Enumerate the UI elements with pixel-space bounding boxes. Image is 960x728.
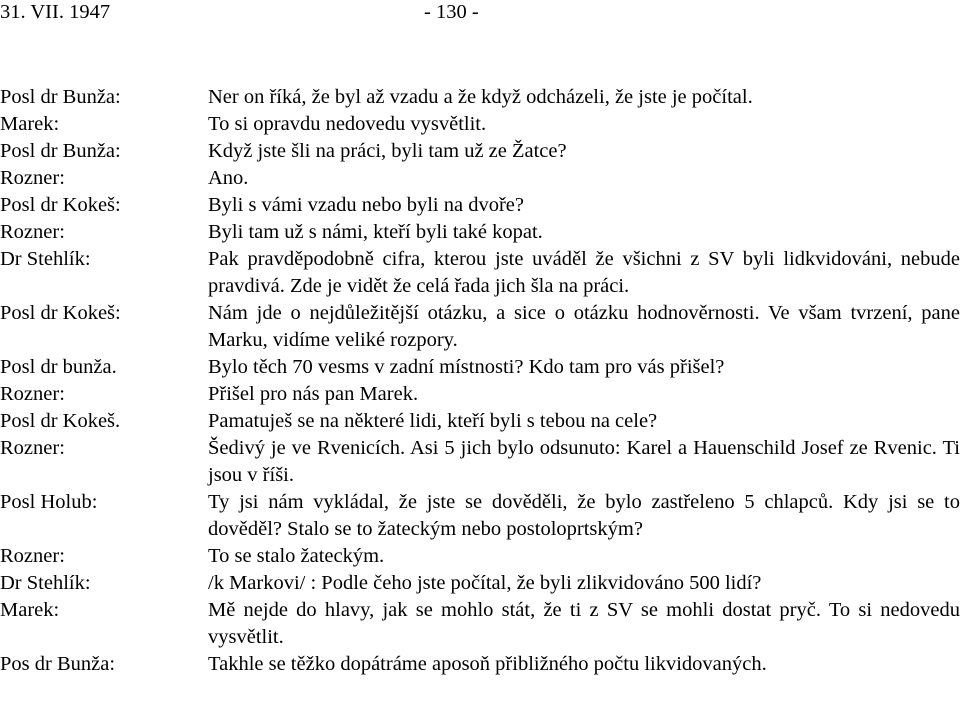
transcript-entry — [0, 570, 960, 597]
page-header — [0, 0, 960, 24]
speaker-name: Posl dr Kokeš: — [0, 194, 121, 216]
transcript-entry — [0, 435, 960, 489]
transcript-entry — [0, 165, 960, 192]
speaker-name: Rozner: — [0, 545, 65, 567]
transcript-entry — [0, 597, 960, 651]
transcript-entry — [0, 246, 960, 300]
utterance-text: Ano. — [208, 167, 249, 189]
transcript-entry — [0, 354, 960, 381]
transcript-entry — [0, 651, 960, 678]
speaker-name: Posl dr bunža. — [0, 356, 117, 378]
speaker-name: Rozner: — [0, 221, 65, 243]
utterance-text: Když jste šli na práci, byli tam už ze Žatce? — [208, 140, 567, 162]
speaker-name: Posl dr Bunža: — [0, 86, 121, 108]
speaker-name: Dr Stehlík: — [0, 248, 91, 270]
transcript-entry — [0, 300, 960, 354]
utterance-text: Takhle se těžko dopátráme aposoň přibližného počtu likvidovaných. — [208, 653, 767, 675]
transcript-entry — [0, 138, 960, 165]
speaker-name: Rozner: — [0, 167, 65, 189]
utterance-text: Ty jsi nám vykládal, že jste se dověděli, že bylo zastřeleno 5 chlapců. Kdy jsi se to dověděl? Stalo se to žateckým nebo postoloprtským? — [208, 491, 960, 540]
utterance-text: Šedivý je ve Rvenicích. Asi 5 jich bylo odsunuto: Karel a Hauenschild Josef ze Rvenic. Ti jsou v říši. — [208, 437, 960, 486]
transcript-entry — [0, 219, 960, 246]
speaker-name: Marek: — [0, 113, 60, 135]
utterance-text: Pak pravděpodobně cifra, kterou jste uváděl že všichni z SV byli lidkvidováni, nebude pravdivá. Zde je vidět že celá řada jich šla na práci. — [208, 248, 960, 297]
utterance-text: Ner on říká, že byl až vzadu a že když odcházeli, že jste je počítal. — [208, 86, 753, 108]
speaker-name: Posl dr Bunža: — [0, 140, 121, 162]
transcript-entry — [0, 543, 960, 570]
transcript-entry — [0, 489, 960, 543]
transcript — [0, 84, 960, 678]
speaker-name: Dr Stehlík: — [0, 572, 91, 594]
utterance-text: Byli tam už s námi, kteří byli také kopat. — [208, 221, 543, 243]
speaker-name: Posl dr Kokeš: — [0, 302, 121, 324]
speaker-name: Posl dr Kokeš. — [0, 410, 121, 432]
page-number: - 130 - — [424, 1, 479, 23]
transcript-entry — [0, 381, 960, 408]
transcript-entry — [0, 408, 960, 435]
speaker-name: Rozner: — [0, 383, 65, 405]
document-date: 31. VII. 1947 — [0, 1, 111, 23]
utterance-text: Byli s vámi vzadu nebo byli na dvoře? — [208, 194, 524, 216]
transcript-entry — [0, 84, 960, 111]
transcript-entry — [0, 192, 960, 219]
transcript-entry — [0, 111, 960, 138]
utterance-text: Mě nejde do hlavy, jak se mohlo stát, že ti z SV se mohli dostat pryč. To si nedovedu vysvětlit. — [208, 599, 960, 648]
speaker-name: Pos dr Bunža: — [0, 653, 116, 675]
utterance-text: /k Markovi/ : Podle čeho jste počítal, že byli zlikvidováno 500 lidí? — [208, 572, 762, 594]
utterance-text: Bylo těch 70 vesms v zadní místnosti? Kdo tam pro vás přišel? — [208, 356, 725, 378]
speaker-name: Rozner: — [0, 437, 65, 459]
speaker-name: Posl Holub: — [0, 491, 98, 513]
utterance-text: To si opravdu nedovedu vysvětlit. — [208, 113, 487, 135]
utterance-text: To se stalo žateckým. — [208, 545, 385, 567]
utterance-text: Přišel pro nás pan Marek. — [208, 383, 419, 405]
speaker-name: Marek: — [0, 599, 60, 621]
utterance-text: Pamatuješ se na některé lidi, kteří byli s tebou na cele? — [208, 410, 658, 432]
utterance-text: Nám jde o nejdůležitější otázku, a sice o otázku hodnověrnosti. Ve všam tvrzení, pane Marku, vidíme veliké rozpory. — [208, 302, 960, 351]
